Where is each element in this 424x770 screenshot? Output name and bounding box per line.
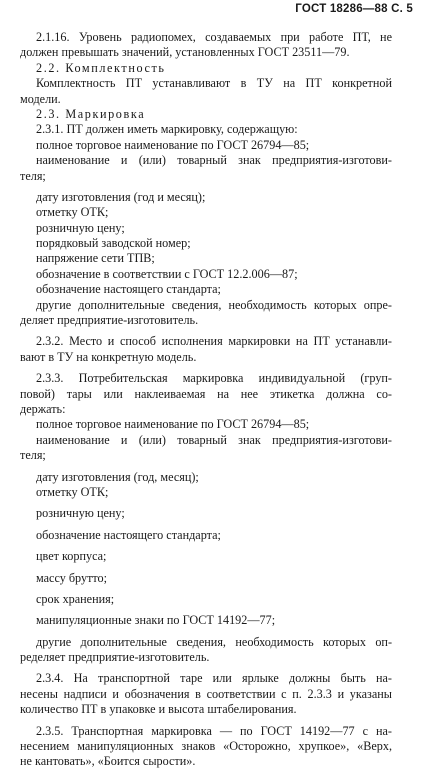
text-line: деляет предприятие-изготовитель. <box>20 313 199 328</box>
text-line: манипуляционные знаки по ГОСТ 14192—77; <box>36 613 276 628</box>
section-heading: 2.3. Маркировка <box>36 106 146 121</box>
text-line: другие дополнительные сведения, необходимость которых оп- <box>36 634 392 649</box>
text-line: не кантовать», «Боится сырости». <box>20 754 196 769</box>
text-line: Комплектность ПТ устанавливают в ТУ на ПТ конкретной <box>36 76 392 91</box>
text-line: модели. <box>20 91 61 106</box>
text-line: обозначение настоящего стандарта; <box>36 282 221 297</box>
text-line: порядковый заводской номер; <box>36 236 191 251</box>
text-line: 2.3.2. Место и способ исполнения маркировки на ПТ устанавли- <box>36 334 392 349</box>
text-line: вают в ТУ на конкретную модель. <box>20 349 197 364</box>
text-line: обозначение настоящего стандарта; <box>36 527 221 542</box>
page-header: ГОСТ 18286—88 С. 5 <box>295 3 413 15</box>
text-line: наименование и (или) товарный знак предприятия-изготови- <box>36 432 392 447</box>
text-line: полное торговое наименование по ГОСТ 26794—85; <box>36 417 310 432</box>
text-line: цвет корпуса; <box>36 549 107 564</box>
text-line: несены надписи и обозначения в соответствии с п. 2.3.3 и указаны <box>20 686 392 701</box>
text-line: количество ПТ в упаковке и высота штабелирования. <box>20 702 297 717</box>
text-line: 2.1.16. Уровень радиопомех, создаваемых при работе ПТ, не <box>36 30 392 44</box>
text-line: теля; <box>20 168 46 183</box>
text-line: повой) тары или наклеиваемая на нее этикетка должна со- <box>20 386 392 401</box>
document-body <box>20 30 392 770</box>
text-line: срок хранения; <box>36 591 115 606</box>
text-line: полное торговое наименование по ГОСТ 26794—85; <box>36 137 310 152</box>
text-line: дату изготовления (год и месяц); <box>36 189 206 204</box>
section-heading: 2.2. Комплектность <box>36 60 166 75</box>
text-line: отметку ОТК; <box>36 205 109 220</box>
text-line: 2.3.4. На транспортной таре или ярлыке должны быть на- <box>36 671 392 686</box>
text-line: должен превышать значений, установленных ГОСТ 23511—79. <box>20 45 350 60</box>
text-line: дату изготовления (год, месяц); <box>36 469 199 484</box>
text-line: 2.3.1. ПТ должен иметь маркировку, содержащую: <box>36 122 298 137</box>
text-line: напряжение сети ТПВ; <box>36 251 155 266</box>
text-line: ределяет предприятие-изготовитель. <box>20 650 210 665</box>
text-line: 2.3.3. Потребительская маркировка индивидуальной (груп- <box>36 371 392 386</box>
text-line: держать: <box>20 401 66 416</box>
text-line: розничную цену; <box>36 506 125 521</box>
text-line: наименование и (или) товарный знак предприятия-изготови- <box>36 153 392 168</box>
text-line: розничную цену; <box>36 220 125 235</box>
text-line: 2.3.5. Транспортная маркировка — по ГОСТ 14192—77 с на- <box>36 723 392 738</box>
text-line: отметку ОТК; <box>36 484 109 499</box>
text-line: массу брутто; <box>36 570 108 585</box>
text-line: обозначение в соответствии с ГОСТ 12.2.006—87; <box>36 266 298 281</box>
text-line: другие дополнительные сведения, необходимость которых опре- <box>36 297 392 312</box>
text-line: несением манипуляционных знаков «Осторожно, хрупкое», «Верх, <box>20 739 392 754</box>
text-line: теля; <box>20 448 46 463</box>
